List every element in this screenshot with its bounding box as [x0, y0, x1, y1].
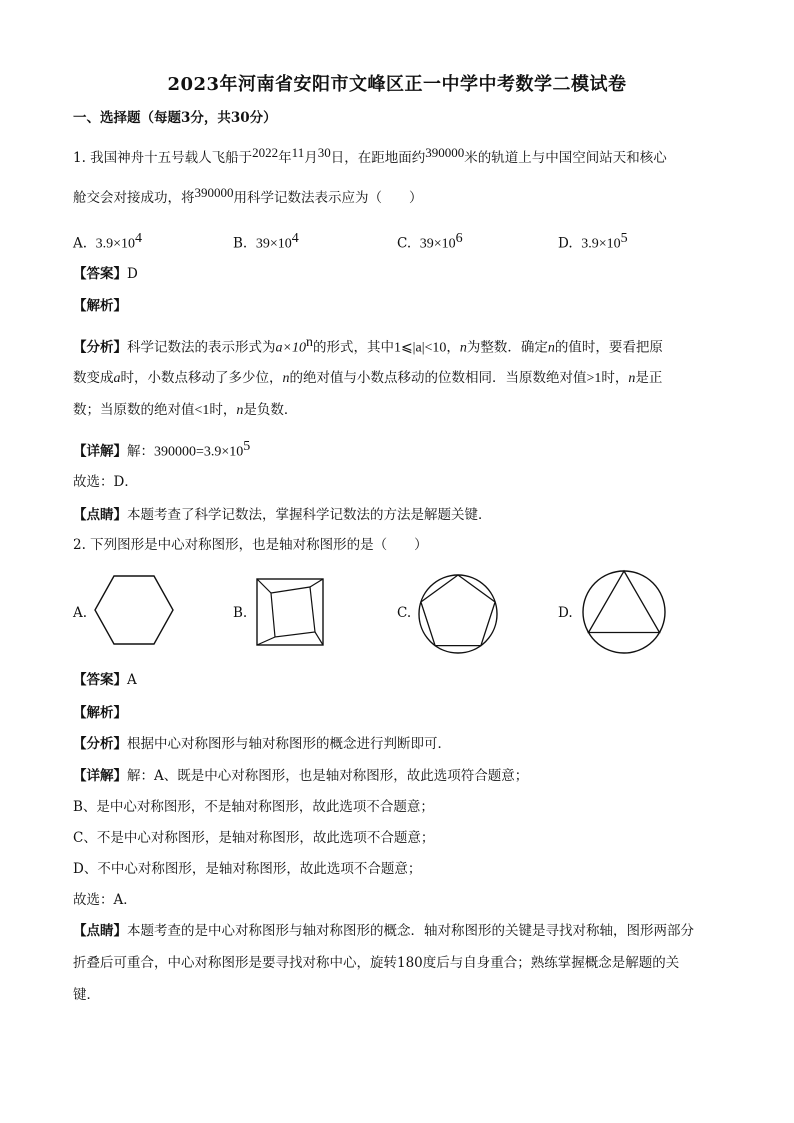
q1-option-a: A. $3.9\times 10^4$ — [73, 231, 143, 252]
q2-detail-d: D、不中心对称图形，是轴对称图形，故此选项不合题意； — [73, 861, 422, 877]
pinwheel-line-4 — [257, 637, 275, 645]
hexagon-shape — [95, 576, 173, 644]
page-title: 2023年河南省安阳市文峰区正一中学中考数学二模试卷 — [167, 74, 627, 95]
q1-answer: 【答案】D — [73, 266, 138, 282]
q2-answer: 【答案】A — [73, 672, 137, 688]
q2-detail-b: B、是中心对称图形，不是轴对称图形，故此选项不合题意； — [73, 799, 434, 815]
q2-stem: 2. 下列图形是中心对称图形，也是轴对称图形的是（ ） — [73, 537, 428, 553]
q2-dianjing-line3: 键． — [73, 987, 100, 1003]
q2-dianjing-line1: 【点睛】本题考查的是中心对称图形与轴对称图形的概念．轴对称图形的关键是寻找对称轴，图形两部分 — [73, 923, 694, 939]
hexagon-figure — [93, 573, 175, 647]
q1-option-b: B. $39\times 10^4$ — [233, 231, 299, 252]
square-pinwheel-figure — [255, 577, 325, 647]
q1-dianjing: 【点睛】本题考查了科学记数法，掌握科学记数法的方法是解题关键． — [73, 507, 492, 523]
q1-fenxi-line2: 数变成a时，小数点移动了多少位，n的绝对值与小数点移动的位数相同．当原数绝对值>1时，n是正 — [73, 370, 663, 386]
q2-fig-label-c: C. — [397, 605, 412, 621]
q2-fenxi: 【分析】根据中心对称图形与轴对称图形的概念进行判断即可． — [73, 736, 451, 752]
q1-option-c: C. $39\times 10^6$ — [397, 231, 463, 252]
q2-fig-label-a: A. — [73, 605, 88, 621]
q1-stem-line2: 舱交会对接成功，将390000用科学记数法表示应为（ ） — [73, 185, 423, 206]
pinwheel-line-1 — [257, 579, 271, 593]
q2-dianjing-line2: 折叠后可重合，中心对称图形是要寻找对称中心，旋转180度后与自身重合；熟练掌握概念是解题的关 — [73, 955, 680, 971]
q2-detail-c: C、不是中心对称图形，是轴对称图形，故此选项不合题意； — [73, 830, 435, 846]
q1-option-d: D. $3.9\times 10^5$ — [558, 231, 628, 252]
q1-analysis-tag: 【解析】 — [73, 298, 127, 314]
q1-detail: 【详解】解：$390000=3.9\times 10^5$ — [73, 439, 251, 460]
q2-detail-a: 【详解】解：A、既是中心对称图形，也是轴对称图形，故此选项符合题意； — [73, 768, 529, 784]
q2-analysis-tag: 【解析】 — [73, 705, 127, 721]
section-heading: 一、选择题（每题3分，共30分） — [73, 110, 277, 126]
q1-fenxi-line1: 【分析】科学记数法的表示形式为$a\times 10^n$的形式，其中1⩽|a|<10，n为整数．确定n的值时，要看把原 — [73, 335, 663, 356]
pinwheel-line-3 — [315, 632, 323, 645]
inner-square — [271, 587, 315, 637]
pinwheel-line-2 — [310, 579, 323, 587]
q2-fig-label-b: B. — [233, 605, 248, 621]
outer-circle — [419, 575, 497, 653]
q1-fenxi-line3: 数；当原数的绝对值<1时，n是负数． — [73, 402, 298, 418]
pentagon-in-circle-figure — [416, 572, 500, 656]
q2-fig-label-d: D. — [558, 605, 573, 621]
q1-stem-line1: 1. 我国神舟十五号载人飞船于2022年11月30日，在距地面约390000米的轨道上与中国空间站天和核心 — [73, 145, 667, 166]
outer-circle — [583, 571, 665, 653]
triangle-in-circle-figure — [580, 568, 668, 656]
q2-choose: 故选：A． — [73, 892, 137, 908]
q1-choose: 故选：D． — [73, 474, 138, 490]
